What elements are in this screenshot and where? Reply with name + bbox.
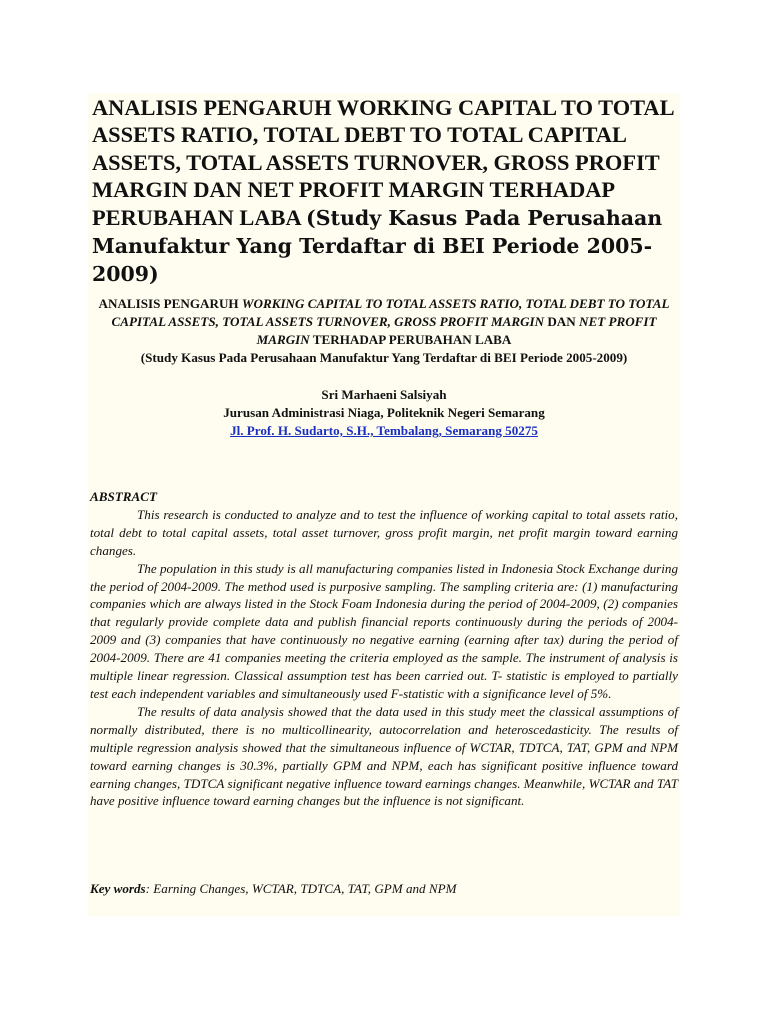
abstract-heading: ABSTRACT [90, 489, 157, 504]
subtitle-prefix: ANALISIS PENGARUH [98, 296, 242, 311]
subtitle-suffix: TERHADAP PERUBAHAN LABA [309, 332, 512, 347]
subtitle-italic-terms: WORKING CAPITAL TO TOTAL ASSETS RATIO, TOTAL DEBT TO TOTAL CAPITAL ASSETS, TOTAL ASSETS TURNOVER, GROSS PROFIT MARGIN [111, 296, 670, 329]
abstract-paragraph-3: The results of data analysis showed that the data used in this study meet the classical assumptions of normally distributed, there is no multicollinearity, autocorrelation and heteroscedasticity. The results of multiple regression analysis showed that the simultaneous influence of WCTAR, TDTCA, TAT, GPM and NPM toward earning changes is 30.3%, partially GPM and NPM, each has significant positive influence toward earning changes, TDTCA significant negative influence toward earnings changes. Meanwhile, WCTAR and TAT have positive influence toward earning changes but the influence is not significant. [90, 703, 678, 809]
subtitle-mid: DAN [544, 314, 579, 329]
author-affiliation: Jurusan Administrasi Niaga, Politeknik Negeri Semarang [223, 405, 545, 420]
subtitle-italic-npm: NET PROFIT MARGIN [256, 314, 657, 347]
main-title-text: ANALISIS PENGARUH WORKING CAPITAL TO TOTAL ASSETS RATIO, TOTAL DEBT TO TOTAL CAPITAL ASSETS, TOTAL ASSETS TURNOVER, GROSS PROFIT MARGIN DAN NET PROFIT MARGIN TERHADAP PERUBAHAN LABA [92, 95, 674, 230]
main-title [92, 94, 682, 289]
author-address-link[interactable]: Jl. Prof. H. Sudarto, S.H., Tembalang, Semarang 50275 [230, 423, 538, 438]
author-block [92, 386, 676, 440]
main-title-study: (Study Kasus Pada Perusahaan Manufaktur Yang Terdaftar di BEI Periode 2005-2009) [92, 205, 663, 287]
abstract [90, 488, 678, 810]
keywords-label: Key words [90, 881, 146, 896]
keywords-text: : Earning Changes, WCTAR, TDTCA, TAT, GPM and NPM [145, 881, 457, 896]
subtitle [92, 295, 676, 367]
abstract-paragraph-1: This research is conducted to analyze and to test the influence of working capital to total assets ratio, total debt to total capital assets, total asset turnover, gross profit margin, net profit margin toward earning changes. [90, 506, 678, 558]
subtitle-study: (Study Kasus Pada Perusahaan Manufaktur Yang Terdaftar di BEI Periode 2005-2009) [140, 350, 628, 365]
abstract-paragraph-2: The population in this study is all manufacturing companies listed in Indonesia Stock Exchange during the period of 2004-2009. The method used is purposive sampling. The sampling criteria are: (1) manufacturing companies which are always listed in the Stock Foam Indonesia during the period of 2004-2009, (2) companies that regularly provide complete data and publish financial reports continuously during the periods of 2004-2009 and (3) companies that have continuously no negative earning (earning after tax) during the period of 2004-2009. There are 41 companies meeting the criteria employed as the sample. The instrument of analysis is multiple linear regression. Classical assumption test has been carried out. T- statistic is employed to partially test each independent variables and simultaneously used F-statistic with a significance level of 5%. [90, 560, 678, 701]
keywords [90, 880, 678, 898]
author-name: Sri Marhaeni Salsiyah [321, 387, 447, 402]
